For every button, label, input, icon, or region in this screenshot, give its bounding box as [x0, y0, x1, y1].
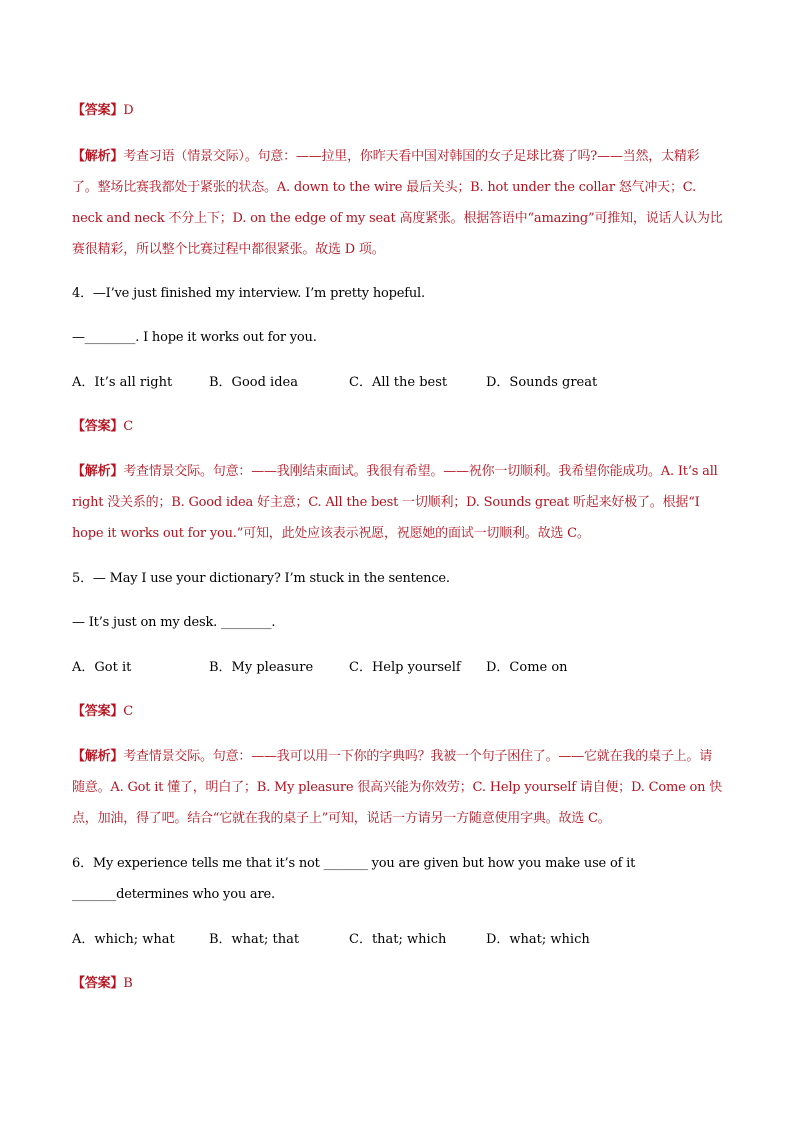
q5-stem: 5．— May I use your dictionary? I’m stuck in the sentence.: [72, 571, 450, 586]
q3-answer: [72, 95, 724, 126]
q5-analysis: [72, 741, 724, 834]
analysis-text: 考查情景交际。句意：——我可以用一下你的字典吗？我被一个句子困住了。——它就在我的桌子上。请随意。A. Got it 懂了，明白了；B. My pleasure 很高兴能为你效劳；C. Help yourself 请自便；D. Come on 快点，加油，得了吧。结合“它就在我的桌子上”可知，说话一方请另一方随意使用字典。故选 C。: [72, 749, 723, 826]
analysis-tag: 【解析】: [72, 149, 124, 164]
option-b: B．My pleasure: [209, 660, 314, 675]
option-c: C．Help yourself: [349, 660, 461, 675]
option-b: B．what; that: [209, 932, 300, 947]
analysis-text: 考查习语（情景交际）。句意：——拉里，你昨天看中国对韩国的女子足球比赛了吗?——当然，太精彩了。整场比赛我都处于紧张的状态。A. down to the wire 最后关头；B. hot under the collar 怒气冲天；C. neck and neck 不分上下；D. on the edge of my seat 高度紧张。根据答语中“amazing”可推知，说话人认为比赛很精彩，所以整个比赛过程中都很紧张。故选 D 项。: [72, 149, 723, 257]
q6-stem: 6．My experience tells me that it’s not _______ you are given but how you make use of it _______determines who you are.: [72, 856, 636, 902]
q4-options: [72, 367, 724, 398]
q5-answer: [72, 696, 724, 727]
q6-answer: [72, 968, 724, 999]
option-d: D．Sounds great: [486, 375, 598, 390]
answer-tag: 【答案】: [72, 704, 124, 719]
q4-line2: —________. I hope it works out for you.: [72, 330, 317, 345]
q3-analysis: [72, 141, 724, 265]
analysis-tag: 【解析】: [72, 749, 124, 764]
option-a: A．which; what: [72, 932, 175, 947]
option-b: B．Good idea: [209, 375, 298, 390]
answer-value: C: [123, 704, 133, 719]
analysis-text: 考查情景交际。句意：——我刚结束面试。我很有希望。——祝你一切顺利。我希望你能成功。A. It’s all right 没关系的；B. Good idea 好主意；C. All the best 一切顺利；D. Sounds great 听起来好极了。根据“I hope it works out for you.”可知，此处应该表示祝愿，祝愿她的面试一切顺利。故选 C。: [72, 464, 718, 541]
answer-tag: 【答案】: [72, 976, 124, 991]
option-d: D．Come on: [486, 660, 568, 675]
q6-options: [72, 924, 724, 955]
answer-value: B: [123, 976, 133, 991]
analysis-tag: 【解析】: [72, 464, 124, 479]
answer-tag: 【答案】: [72, 103, 124, 118]
option-a: A．Got it: [72, 660, 132, 675]
q4-stem: 4．—I’ve just finished my interview. I’m pretty hopeful.: [72, 286, 425, 301]
answer-tag: 【答案】: [72, 419, 124, 434]
q5-options: [72, 652, 724, 683]
q4-analysis: [72, 456, 724, 549]
option-d: D．what; which: [486, 932, 590, 947]
q4-answer: [72, 411, 724, 442]
answer-value: C: [123, 419, 133, 434]
option-c: C．that; which: [349, 932, 447, 947]
option-a: A．It’s all right: [72, 375, 173, 390]
answer-value: D: [123, 103, 134, 118]
option-c: C．All the best: [349, 375, 448, 390]
q5-line2: — It’s just on my desk. ________.: [72, 615, 276, 630]
